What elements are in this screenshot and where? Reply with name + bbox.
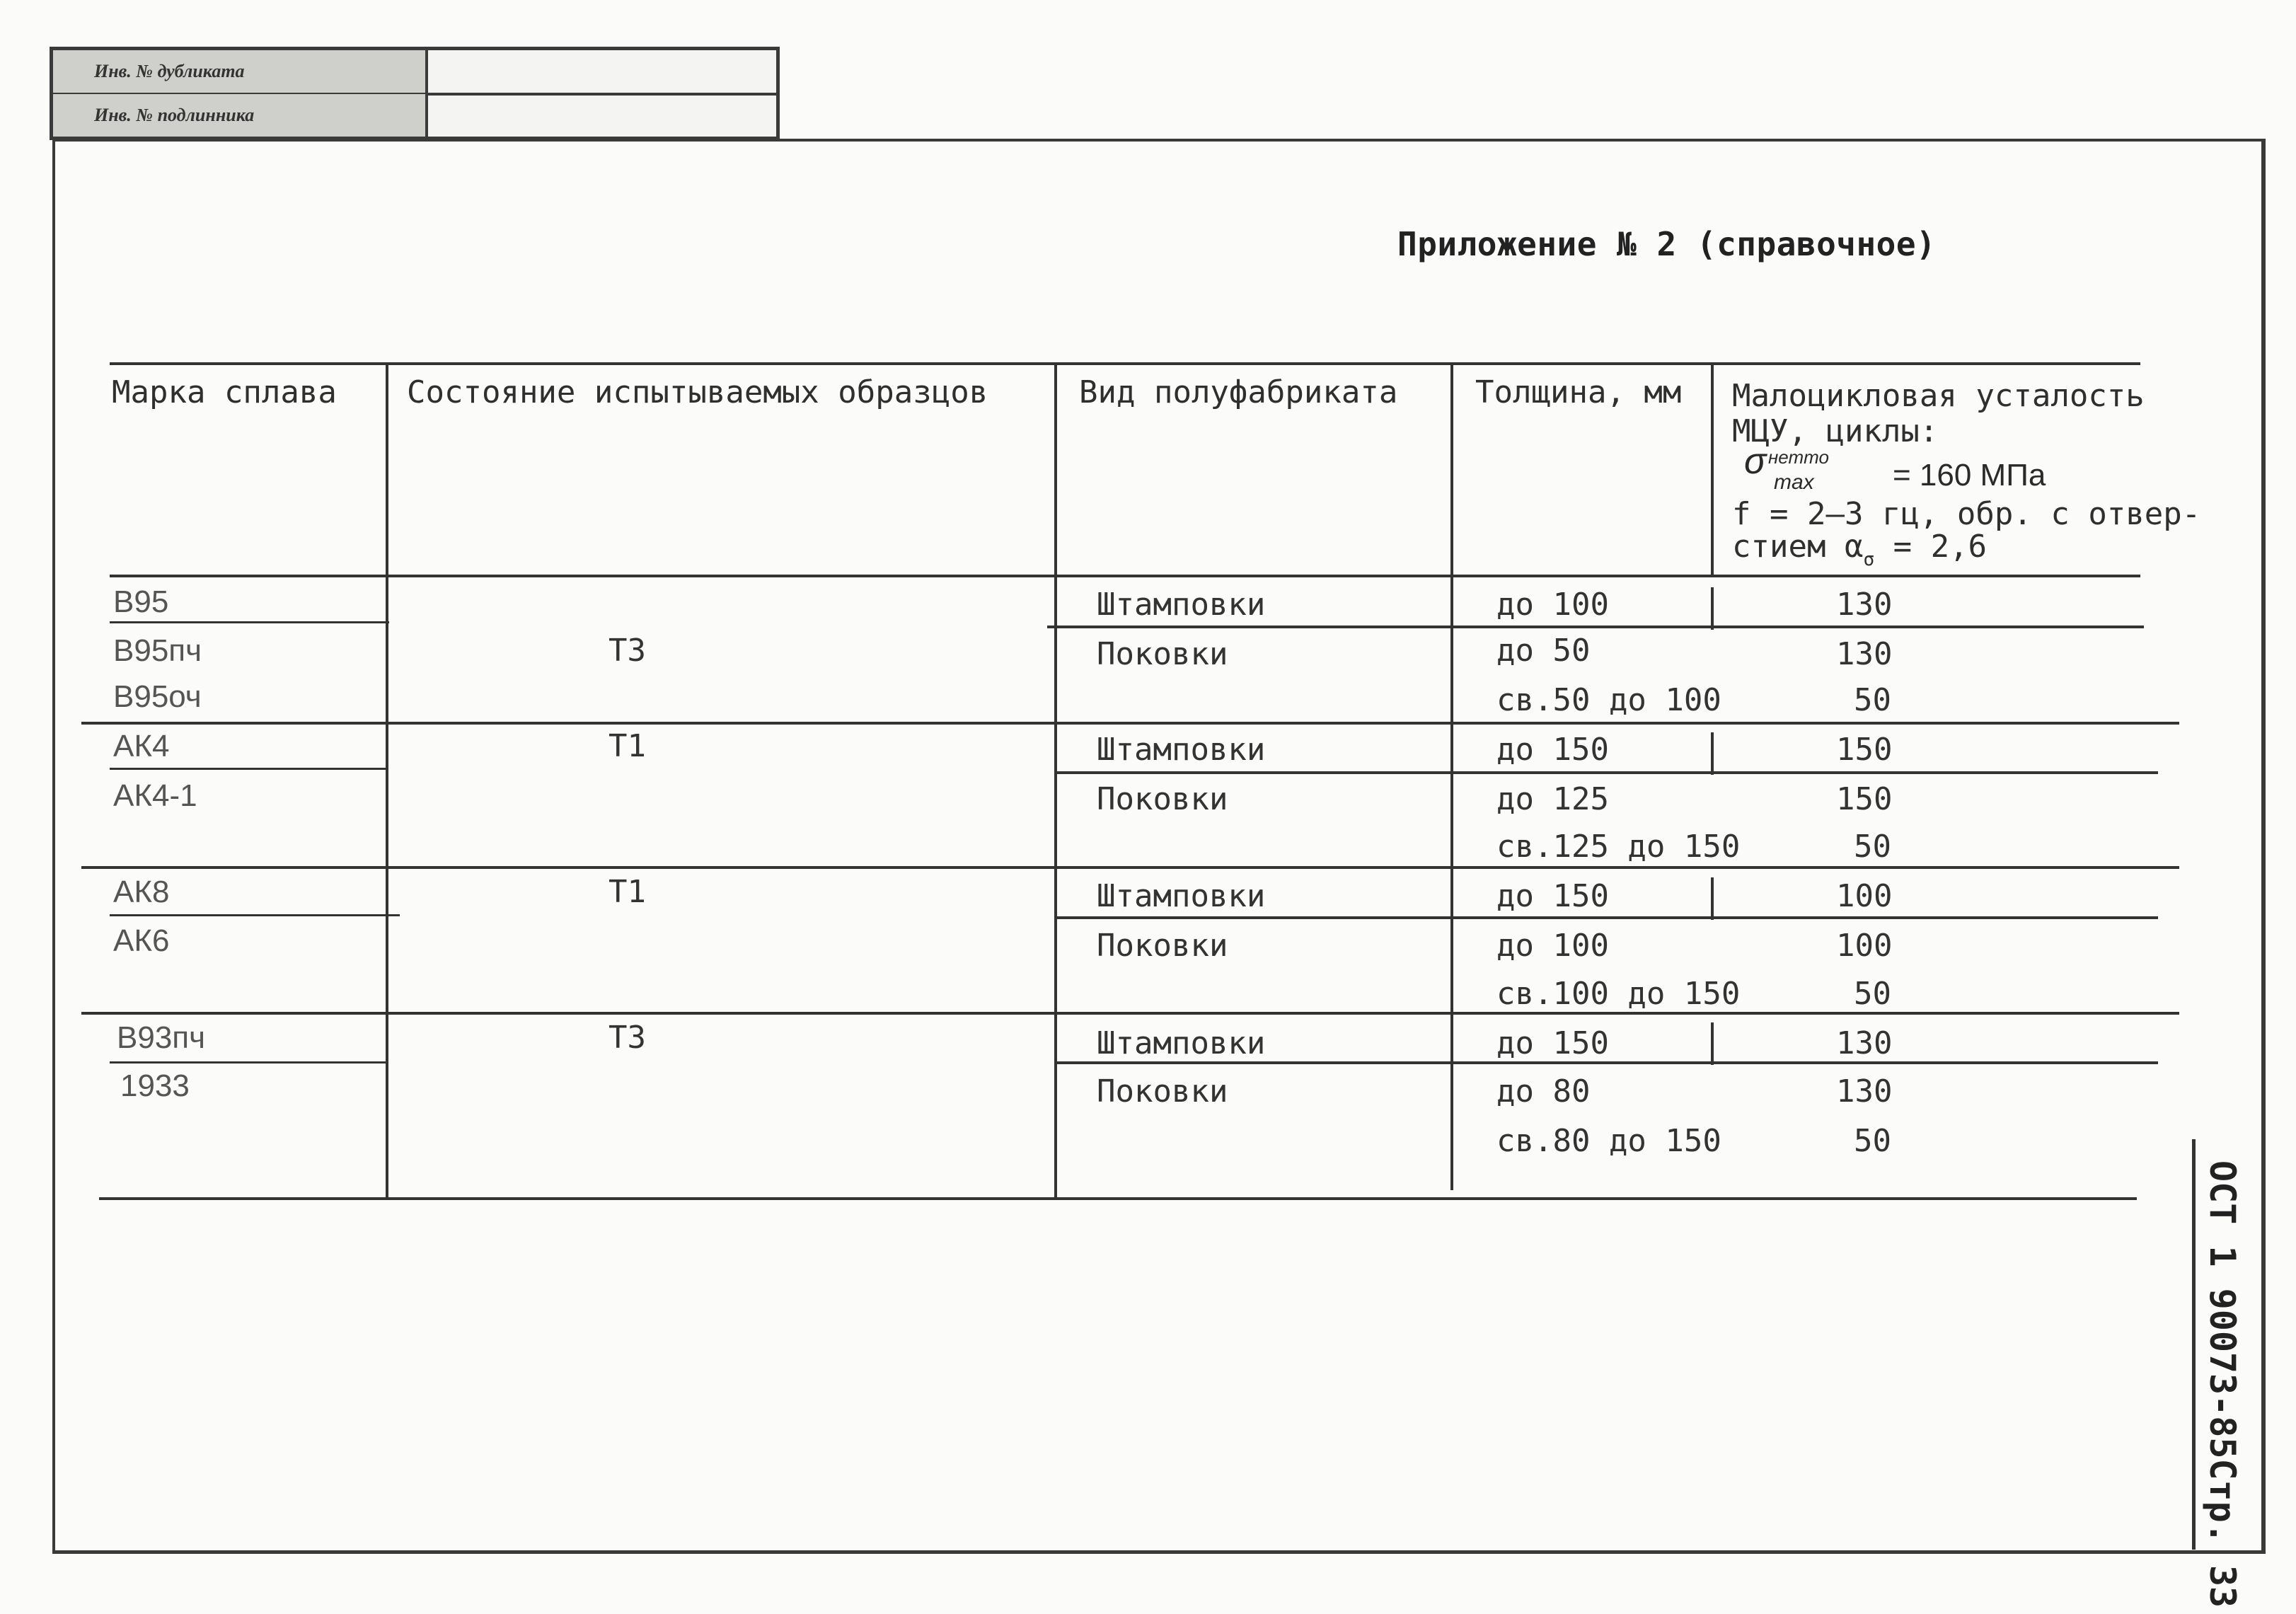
alloy-name: АК4-1 [113, 778, 197, 813]
header-fatigue-frequency: f = 2–3 гц, обр. с отвер- [1732, 496, 2201, 532]
product-separator [1047, 626, 2144, 628]
product-type: Поковки [1097, 636, 1228, 672]
thickness-value: до 150 [1496, 878, 1609, 914]
stamp-label-original: Инв. № подлинника [53, 94, 428, 137]
hole-text: стием α [1732, 529, 1864, 565]
sheet-frame [52, 139, 2266, 1554]
alloy-name: 1933 [120, 1068, 190, 1103]
thickness-value: до 125 [1496, 781, 1609, 817]
specimen-state: Т1 [608, 874, 646, 910]
alloy-name: В95 [113, 584, 169, 619]
alloy-name: В95оч [113, 679, 202, 714]
group-separator-2 [81, 866, 2179, 869]
alloy-name: АК4 [113, 729, 170, 763]
stamp-label-duplicate: Инв. № дубликата [53, 50, 428, 93]
thickness-value: св.125 до 150 [1496, 829, 1741, 865]
header-fatigue-hole [1732, 529, 1987, 569]
cycles-value: 50 [1854, 976, 1891, 1012]
standard-code: ОСТ 1 90073-85 [2202, 1160, 2243, 1459]
thickness-value: до 100 [1496, 928, 1609, 964]
header-fatigue-line1: Малоцикловая усталость [1732, 378, 2145, 414]
cycles-value: 100 [1836, 878, 1893, 914]
product-separator [1054, 771, 2158, 774]
appendix-title: Приложение № 2 (справочное) [1397, 225, 1937, 263]
cycles-value: 100 [1836, 928, 1893, 964]
alloy-name: АК8 [113, 875, 170, 909]
sigma-superscript: нетто [1768, 446, 1829, 468]
alloy-name: АК6 [113, 923, 170, 958]
stress-value: = 160 МПа [1893, 458, 2046, 492]
cycles-value: 150 [1836, 732, 1893, 768]
thickness-value: св.80 до 150 [1496, 1123, 1721, 1159]
col-divider-1 [386, 362, 388, 1197]
cycles-value: 50 [1854, 682, 1891, 718]
col-divider-4-header [1711, 362, 1714, 575]
sigma-symbol: σ [1744, 441, 1767, 482]
specimen-state: Т3 [608, 1020, 646, 1056]
header-specimen-state: Состояние испытываемых образцов [407, 374, 988, 410]
thickness-value: до 100 [1496, 587, 1609, 623]
product-separator [1054, 916, 2158, 919]
header-thickness: Толщина, мм [1475, 374, 1682, 410]
fatigue-stress-formula [1744, 441, 2046, 494]
cycles-value: 130 [1836, 587, 1893, 623]
thickness-value: св.100 до 150 [1496, 976, 1741, 1012]
thickness-value: св.50 до 100 [1496, 682, 1721, 718]
header-alloy-grade: Марка сплава [112, 374, 337, 410]
thickness-value: до 150 [1496, 732, 1609, 768]
col-divider-4-seg3 [1711, 877, 1714, 920]
group-separator-3 [81, 1012, 2179, 1015]
cycles-value: 130 [1836, 1073, 1893, 1109]
alloy-separator [110, 1061, 386, 1063]
col-divider-3 [1450, 362, 1453, 1190]
table-top-border [110, 362, 2140, 365]
doc-code-divider [2192, 1139, 2196, 1550]
alloy-separator [110, 621, 389, 623]
col-divider-4-seg2 [1711, 732, 1714, 775]
specimen-state: Т1 [608, 728, 646, 764]
table-bottom-border [99, 1197, 2137, 1200]
thickness-value: до 50 [1496, 633, 1591, 669]
header-bottom-border [110, 575, 2140, 577]
col-divider-4-seg4 [1711, 1022, 1714, 1065]
stamp-row-duplicate [53, 50, 776, 96]
stamp-row-original [53, 94, 776, 137]
document-code [2202, 1160, 2243, 1608]
product-type: Поковки [1097, 1073, 1228, 1109]
alloy-name: В95пч [113, 633, 202, 668]
product-type: Поковки [1097, 781, 1228, 817]
thickness-value: до 80 [1496, 1073, 1591, 1109]
product-separator [1054, 1061, 2158, 1064]
header-product-type: Вид полуфабриката [1079, 374, 1398, 410]
alloy-separator [110, 768, 386, 770]
sigma-subscript: max [1774, 471, 1814, 494]
thickness-value: до 150 [1496, 1025, 1609, 1061]
col-divider-2 [1054, 362, 1057, 1197]
product-type: Штамповки [1097, 732, 1266, 768]
group-separator-1 [81, 722, 2179, 725]
col-divider-4-seg1 [1711, 587, 1714, 630]
inventory-stamp [50, 47, 780, 140]
specimen-state: Т3 [608, 633, 646, 669]
cycles-value: 150 [1836, 781, 1893, 817]
product-type: Поковки [1097, 928, 1228, 964]
page-number: Стр. 33 [2202, 1458, 2243, 1608]
hole-subscript: σ [1863, 549, 1875, 570]
cycles-value: 50 [1854, 829, 1891, 865]
alloy-name: В93пч [117, 1020, 206, 1055]
header-fatigue-line2: МЦУ, циклы: [1732, 413, 1939, 449]
cycles-value: 130 [1836, 636, 1893, 672]
product-type: Штамповки [1097, 587, 1266, 623]
cycles-value: 50 [1854, 1123, 1891, 1159]
product-type: Штамповки [1097, 1025, 1266, 1061]
product-type: Штамповки [1097, 878, 1266, 914]
cycles-value: 130 [1836, 1025, 1893, 1061]
alloy-separator [110, 914, 400, 916]
hole-value: = 2,6 [1893, 529, 1988, 565]
